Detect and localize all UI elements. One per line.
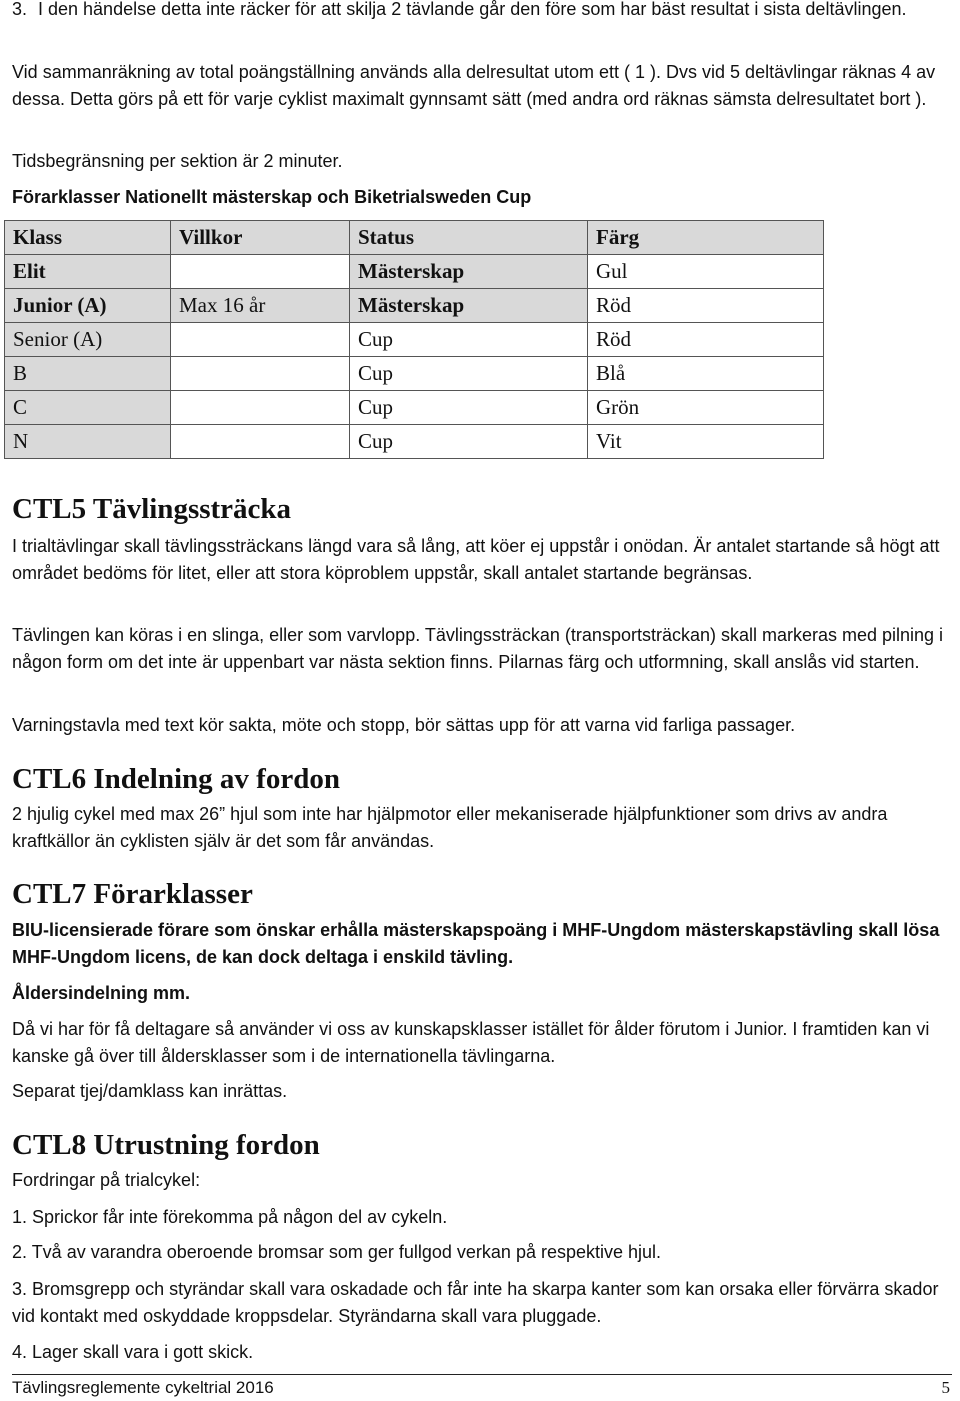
section-heading-ctl5: CTL5 Tävlingssträcka bbox=[12, 493, 292, 525]
paragraph: Då vi har för få deltagare så använder vi oss av kunskapsklasser istället för ålder förutom i Junior. I framtiden kan vi kanske gå över till åldersklasser som i de internationella tävlingarna. bbox=[12, 1019, 930, 1066]
footer-title: Tävlingsreglemente cykeltrial 2016 bbox=[12, 1378, 274, 1397]
table-cell-klass: Elit bbox=[5, 255, 171, 289]
table-cell-status: Cup bbox=[350, 391, 588, 425]
table-cell-klass: Senior (A) bbox=[5, 323, 171, 357]
page-number: 5 bbox=[941, 1378, 950, 1397]
table-cell-status: Cup bbox=[350, 323, 588, 357]
table-header-cell: Färg bbox=[588, 221, 824, 255]
paragraph: Fordringar på trialcykel: bbox=[12, 1170, 201, 1190]
table-caption: Förarklasser Nationellt mästerskap och Biketrialsweden Cup bbox=[12, 187, 532, 207]
table-cell-klass: B bbox=[5, 357, 171, 391]
paragraph: Separat tjej/damklass kan inrättas. bbox=[12, 1081, 288, 1101]
paragraph: Tävlingen kan köras i en slinga, eller som varvlopp. Tävlingssträckan (transportsträckan) skall markeras med pilning i någon form om det inte är uppenbart var nästa sektion finns. Pilarnas färg och utformning, skall anslås vid starten. bbox=[12, 625, 944, 672]
table-cell-farg: Röd bbox=[588, 289, 824, 323]
list-item: 3. Bromsgrepp och styrändar skall vara oskadade och får inte ha skarpa kanter som kan orsaka eller förvärra skador vid kontakt med oskyddade kroppsdelar. Styrändarna skall vara pluggade. bbox=[12, 1279, 939, 1326]
table-cell-farg: Vit bbox=[588, 425, 824, 459]
table-row bbox=[5, 323, 824, 357]
paragraph: Tidsbegränsning per sektion är 2 minuter. bbox=[12, 151, 343, 171]
class-table bbox=[4, 220, 824, 459]
paragraph-bold: BIU-licensierade förare som önskar erhålla mästerskapspoäng i MHF-Ungdom mästerskapstävling skall lösa MHF-Ungdom licens, de kan dock deltaga i enskild tävling. bbox=[12, 920, 940, 967]
table-header-cell: Villkor bbox=[171, 221, 350, 255]
table-cell-status: Mästerskap bbox=[350, 255, 588, 289]
table-row bbox=[5, 289, 824, 323]
list-item: 1. Sprickor får inte förekomma på någon del av cykeln. bbox=[12, 1207, 448, 1227]
section-heading-ctl7: CTL7 Förarklasser bbox=[12, 878, 253, 910]
section-heading-ctl8: CTL8 Utrustning fordon bbox=[12, 1129, 320, 1161]
table-header-row bbox=[5, 221, 824, 255]
table-cell-farg: Röd bbox=[588, 323, 824, 357]
table-cell-status: Cup bbox=[350, 357, 588, 391]
paragraph: Varningstavla med text kör sakta, möte och stopp, bör sättas upp för att varna vid farliga passager. bbox=[12, 715, 796, 735]
table-cell-status: Mästerskap bbox=[350, 289, 588, 323]
table-cell-farg: Gul bbox=[588, 255, 824, 289]
table-row bbox=[5, 357, 824, 391]
table-cell-villkor: Max 16 år bbox=[171, 289, 350, 323]
table-header-cell: Klass bbox=[5, 221, 171, 255]
table-cell-status: Cup bbox=[350, 425, 588, 459]
table-row bbox=[5, 391, 824, 425]
table-header-cell: Status bbox=[350, 221, 588, 255]
section-heading-ctl6: CTL6 Indelning av fordon bbox=[12, 763, 340, 795]
table-cell-villkor bbox=[171, 425, 350, 459]
table-cell-villkor bbox=[171, 357, 350, 391]
list-item: 4. Lager skall vara i gott skick. bbox=[12, 1342, 254, 1362]
table-cell-farg: Blå bbox=[588, 357, 824, 391]
table-cell-farg: Grön bbox=[588, 391, 824, 425]
list-item: 2. Två av varandra oberoende bromsar som ger fullgod verkan på respektive hjul. bbox=[12, 1242, 662, 1262]
paragraph: I trialtävlingar skall tävlingssträckans längd vara så lång, att köer ej uppstår i onödan. Är antalet startande så högt att området bedöms för litet, eller att stora köproblem uppstår, skall antalet startande begränsas. bbox=[12, 536, 940, 583]
footer-divider bbox=[12, 1374, 952, 1375]
table-cell-klass: C bbox=[5, 391, 171, 425]
list-item-number: 3. bbox=[12, 0, 28, 19]
list-item-text: I den händelse detta inte räcker för att skilja 2 tävlande går den före som har bäst resultat i sista deltävlingen. bbox=[38, 0, 907, 19]
table-cell-klass: Junior (A) bbox=[5, 289, 171, 323]
subheading: Åldersindelning mm. bbox=[12, 983, 191, 1003]
table-cell-villkor bbox=[171, 255, 350, 289]
table-row bbox=[5, 425, 824, 459]
table-row bbox=[5, 255, 824, 289]
table-cell-villkor bbox=[171, 391, 350, 425]
paragraph: 2 hjulig cykel med max 26” hjul som inte har hjälpmotor eller mekaniserade hjälpfunktioner som drivs av andra kraftkällor än cyklisten själv är det som får användas. bbox=[12, 804, 888, 851]
table-cell-klass: N bbox=[5, 425, 171, 459]
table-cell-villkor bbox=[171, 323, 350, 357]
paragraph: Vid sammanräkning av total poängställning används alla delresultat utom ett ( 1 ). Dvs vid 5 deltävlingar räknas 4 av dessa. Detta görs på ett för varje cyklist maximalt gynnsamt sätt (med andra ord räknas sämsta delresultatet bort ). bbox=[12, 62, 936, 109]
